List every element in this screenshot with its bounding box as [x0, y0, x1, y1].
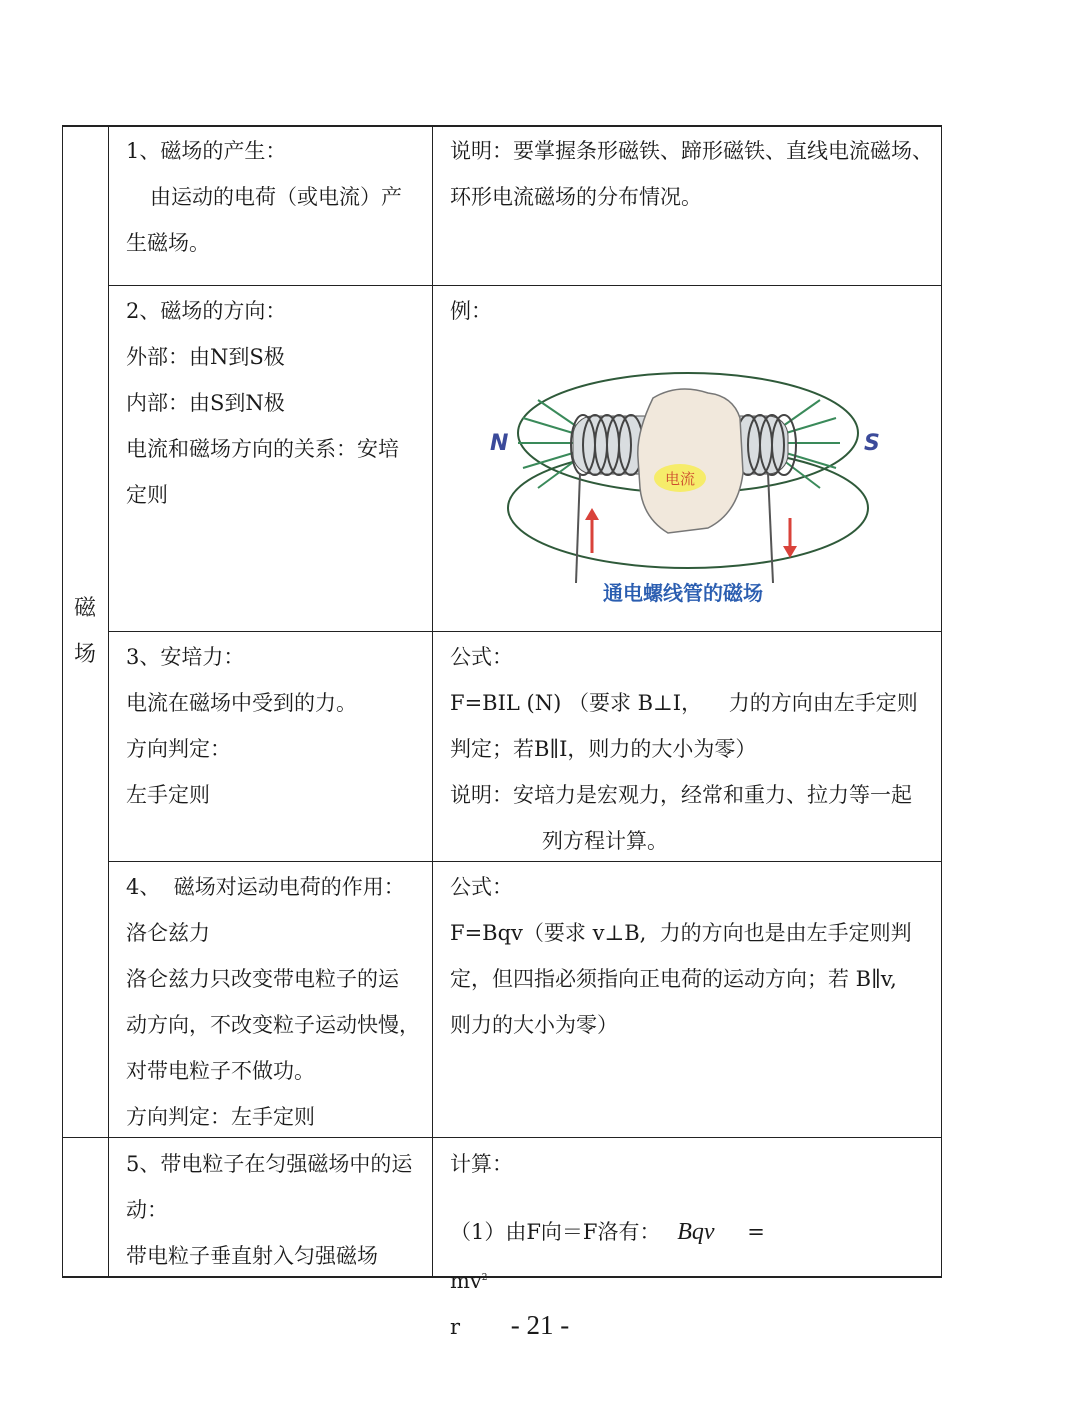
row5-title: 5、带电粒子在匀强磁场中的运 — [126, 1152, 413, 1176]
row4-text-5: 方向判定：左手定则 — [126, 1105, 315, 1129]
row5-fraction-denominator: r — [450, 1315, 461, 1339]
row5-calc-1 — [450, 1209, 935, 1255]
numerator-text: mv — [450, 1269, 482, 1293]
row3-right — [450, 634, 935, 864]
illustration-caption: 通电螺线管的磁场 — [603, 581, 763, 605]
row1-note-1: 说明：要掌握条形磁铁、蹄形磁铁、直线电流磁场、 — [450, 139, 933, 163]
numerator-exponent: 2 — [481, 1273, 488, 1283]
row4-formula-1: F=Bqv（要求 v⊥B, 力的方向也是由左手定则判 — [450, 921, 912, 945]
row1-title: 1、磁场的产生： — [126, 139, 287, 163]
hand-current-label: 电流 — [664, 470, 696, 488]
row4-formula-3: 则力的大小为零） — [450, 1013, 618, 1037]
row4-left — [126, 864, 426, 1140]
row3-formula-2: 判定；若B∥I，则力的大小为零） — [450, 737, 757, 761]
row5-fraction-numerator — [450, 1255, 935, 1304]
pole-s-label: S — [864, 431, 880, 456]
row1-text-2: 生磁场。 — [126, 231, 210, 255]
row4-right — [450, 864, 935, 1048]
row4-text-3: 动方向，不改变粒子运动快慢， — [126, 1013, 420, 1037]
row5-text-2: 带电粒子垂直射入匀强磁场 — [126, 1244, 378, 1268]
row5-left — [126, 1141, 426, 1279]
row5-formula-lhs: Bqv — [677, 1219, 715, 1245]
subject-char-1: 磁 — [73, 596, 96, 621]
row4-formula-label: 公式： — [450, 875, 513, 899]
row2-text-1: 外部：由N到S极 — [126, 345, 285, 369]
pole-n-label: N — [490, 431, 509, 456]
row3-title: 3、安培力： — [126, 645, 245, 669]
right-hand — [638, 389, 743, 533]
row2-text-3: 电流和磁场方向的关系：安培 — [126, 437, 399, 461]
row5-formula-eq: = — [747, 1220, 765, 1244]
row4-title: 4、 磁场对运动电荷的作用： — [126, 875, 405, 899]
row2-example-label: 例： — [450, 299, 492, 323]
row3-note-1: 说明：安培力是宏观力，经常和重力、拉力等一起 — [450, 783, 912, 807]
subject-char-2: 场 — [73, 642, 96, 667]
row2-text-4: 定则 — [126, 483, 168, 507]
row3-left — [126, 634, 426, 818]
row3-text-3: 左手定则 — [126, 783, 210, 807]
row3-formula-label: 公式： — [450, 645, 513, 669]
row3-text-1: 电流在磁场中受到的力。 — [126, 691, 357, 715]
row4-formula-2: 定，但四指必须指向正电荷的运动方向；若 B∥v, — [450, 967, 897, 991]
row3-note-2: 列方程计算。 — [542, 829, 668, 853]
row5-calc-text: （1）由F向＝F洛有： — [450, 1220, 661, 1244]
row4-text-1: 洛仑兹力 — [126, 921, 210, 945]
row1-text-1: 由运动的电荷（或电流）产 — [150, 185, 402, 209]
row1-note-2: 环形电流磁场的分布情况。 — [450, 185, 702, 209]
row4-text-4: 对带电粒子不做功。 — [126, 1059, 315, 1083]
page-number: - 21 - — [510, 1310, 570, 1340]
subject-label — [62, 586, 108, 678]
row3-formula-1: F=BIL (N) （要求 B⊥I， 力的方向由左手定则 — [450, 691, 918, 715]
row2-right — [450, 288, 935, 334]
row4-text-2: 洛仑兹力只改变带电粒子的运 — [126, 967, 399, 991]
row2-title: 2、磁场的方向： — [126, 299, 287, 323]
row1-right — [450, 128, 935, 220]
row5-calc-label: 计算： — [450, 1152, 513, 1176]
row2-left — [126, 288, 426, 518]
row1-left — [126, 128, 426, 266]
row2-text-2: 内部：由S到N极 — [126, 391, 285, 415]
row3-text-2: 方向判定： — [126, 737, 231, 761]
solenoid-illustration — [468, 338, 908, 608]
row5-text-1: 动： — [126, 1198, 168, 1222]
